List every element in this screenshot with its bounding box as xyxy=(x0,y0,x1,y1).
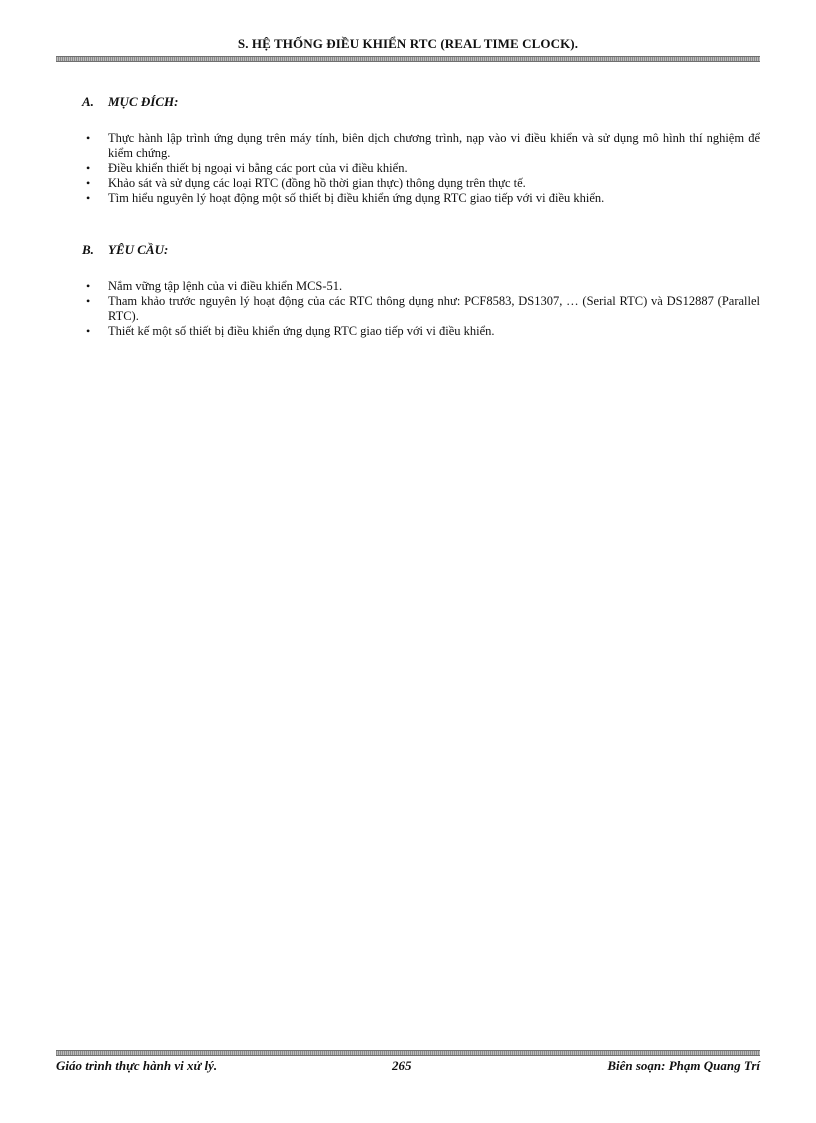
bullet-icon: • xyxy=(86,324,91,338)
section-letter: B. xyxy=(82,242,94,257)
bullet-icon: • xyxy=(86,131,91,145)
list-item xyxy=(82,324,760,339)
list-item-text: Tham khảo trước nguyên lý hoạt động của các RTC thông dụng như: PCF8583, DS1307, … (Serial RTC) và DS12887 (Parallel RTC). xyxy=(108,294,760,323)
bullet-icon: • xyxy=(86,176,91,190)
footer-book-title: Giáo trình thực hành vi xử lý. xyxy=(56,1058,218,1073)
list-item xyxy=(82,161,760,176)
page-header-title: S. HỆ THỐNG ĐIỀU KHIỂN RTC (REAL TIME CLOCK). xyxy=(237,36,579,51)
bullet-icon: • xyxy=(86,279,91,293)
list-item-text: Nắm vững tập lệnh của vi điều khiển MCS-51. xyxy=(108,279,343,293)
list-item-text: Thiết kế một số thiết bị điều khiển ứng dụng RTC giao tiếp với vi điều khiển. xyxy=(108,324,495,338)
footer-divider xyxy=(56,1050,760,1056)
footer-author: Biên soạn: Phạm Quang Trí xyxy=(607,1058,760,1073)
bullet-list-b xyxy=(82,279,760,339)
list-item xyxy=(82,176,760,191)
section-heading-a xyxy=(82,94,178,110)
section-title: MỤC ĐÍCH: xyxy=(108,94,179,109)
header-divider xyxy=(56,56,760,62)
bullet-list-a xyxy=(82,131,760,206)
list-item xyxy=(82,294,760,324)
list-item-text: Khảo sát và sử dụng các loại RTC (đồng hồ thời gian thực) thông dụng trên thực tế. xyxy=(108,176,526,190)
bullet-icon: • xyxy=(86,191,91,205)
page-number: 265 xyxy=(392,1058,412,1073)
list-item xyxy=(82,279,760,294)
list-item-text: Điều khiển thiết bị ngoại vi bằng các port của vi điều khiển. xyxy=(108,161,408,175)
section-heading-b xyxy=(82,242,168,258)
list-item xyxy=(82,191,760,206)
list-item xyxy=(82,131,760,161)
section-title: YÊU CẦU: xyxy=(108,242,169,257)
section-letter: A. xyxy=(82,94,94,109)
list-item-text: Thực hành lập trình ứng dụng trên máy tính, biên dịch chương trình, nạp vào vi điều khiển và sử dụng mô hình thí nghiệm để kiểm chứng. xyxy=(108,131,760,160)
list-item-text: Tìm hiểu nguyên lý hoạt động một số thiết bị điều khiển ứng dụng RTC giao tiếp với vi điều khiển. xyxy=(108,191,605,205)
bullet-icon: • xyxy=(86,294,91,308)
bullet-icon: • xyxy=(86,161,91,175)
page-footer xyxy=(56,1058,760,1076)
